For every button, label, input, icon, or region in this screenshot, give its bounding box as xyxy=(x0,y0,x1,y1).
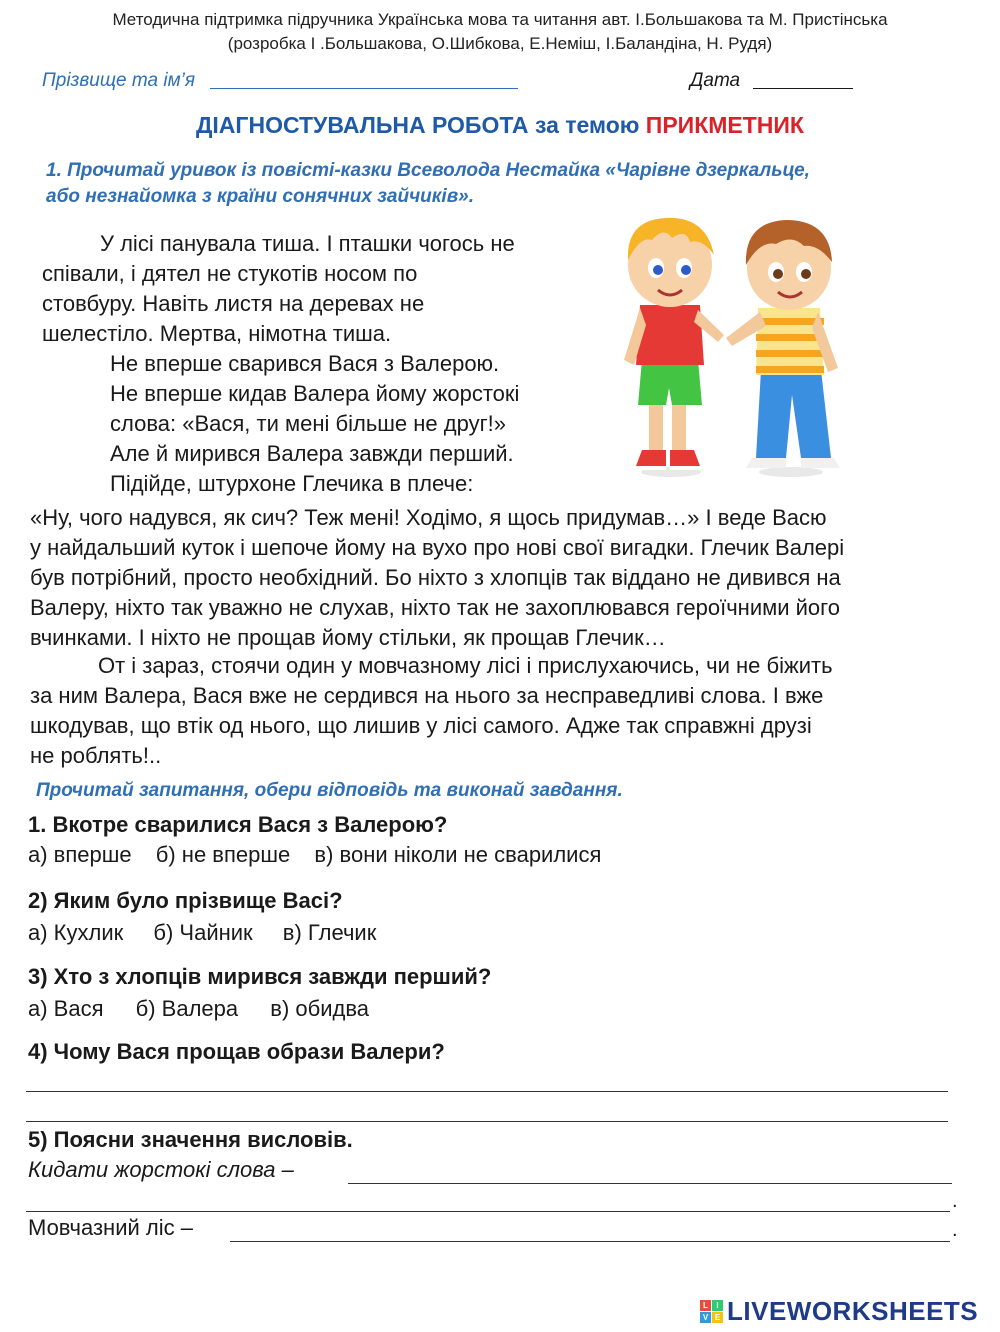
option-button[interactable]: б) Валера xyxy=(135,996,239,1021)
text-line: «Ну, чого надувся, як сич? Теж мені! Ходімо, я щось придумав…» І веде Васю xyxy=(30,505,827,530)
text-paragraph-1 xyxy=(42,229,602,349)
boy-right xyxy=(726,220,840,477)
name-blank[interactable] xyxy=(210,88,518,89)
answer-line-5b[interactable] xyxy=(26,1211,950,1212)
expression-1: Кидати жорстокі слова – xyxy=(28,1157,294,1182)
question-5: 5) Поясни значення висловів. xyxy=(28,1127,353,1152)
name-label: Прізвище та ім’я xyxy=(42,70,195,91)
text-line: Не вперше сварився Вася з Валерою. xyxy=(110,351,500,376)
question-3-options xyxy=(28,996,387,1022)
answer-line-4a[interactable] xyxy=(26,1091,948,1092)
answer-line-5a[interactable] xyxy=(348,1183,952,1184)
title-part-1: ДІАГНОСТУВАЛЬНА РОБОТА xyxy=(196,112,529,138)
text-line: не роблять!.. xyxy=(30,743,162,768)
option-button[interactable]: в) Глечик xyxy=(282,920,377,945)
question-1: 1. Вкотре сварилися Вася з Валерою? xyxy=(28,812,448,837)
option-button[interactable]: б) Чайник xyxy=(153,920,253,945)
date-row xyxy=(690,70,853,92)
answer-line-5c[interactable] xyxy=(230,1241,950,1242)
answer-line-4b[interactable] xyxy=(26,1121,948,1122)
task-1-line-2: або незнайомка з країни сонячних зайчиків». xyxy=(46,186,475,207)
text-line: був потрібний, просто необхідний. Бо ніхто з хлопців так віддано не дивився на xyxy=(30,565,841,590)
text-line: у найдальший куток і шепоче йому на вухо про нові свої вигадки. Глечик Валері xyxy=(30,535,845,560)
date-blank[interactable] xyxy=(753,88,853,89)
text-line: шелестіло. Мертва, німотна тиша. xyxy=(42,321,392,346)
option-button[interactable]: а) вперше xyxy=(28,842,132,867)
text-line: слова: «Вася, ти мені більше не друг!» xyxy=(110,411,506,436)
text-line: співали, і дятел не стукотів носом по xyxy=(42,261,418,286)
text-line: От і зараз, стоячи один у мовчазному лісі і прислухаючись, чи не біжить xyxy=(98,653,833,678)
question-4: 4) Чому Вася прощав образи Валери? xyxy=(28,1039,445,1064)
title-part-2: за темою xyxy=(534,112,640,138)
question-2-options xyxy=(28,920,394,946)
text-paragraph-3 xyxy=(30,503,980,653)
liveworksheets-logo-text: LIVEWORKSHEETS xyxy=(727,1295,979,1326)
question-2: 2) Яким було прізвище Васі? xyxy=(28,888,343,913)
answer-period-1: . xyxy=(952,1190,958,1212)
header-line-1: Методична підтримка підручника Українська мова та читання авт. І.Большакова та М. Пристінська xyxy=(112,10,888,29)
instruction: Прочитай запитання, обери відповідь та виконай завдання. xyxy=(36,780,623,801)
liveworksheets-logo xyxy=(700,1296,978,1326)
text-line: Валеру, ніхто так уважно не слухав, ніхто так не захоплювався героїчними його xyxy=(30,595,840,620)
two-boys-illustration xyxy=(606,210,856,480)
header-line-2: (розробка І .Большакова, О.Шибкова, Е.Неміш, І.Баландіна, Н. Рудя) xyxy=(227,34,773,53)
option-button[interactable]: б) не вперше xyxy=(155,842,291,867)
boy-left xyxy=(624,218,724,477)
text-line: У лісі панувала тиша. І пташки чогось не xyxy=(100,231,515,256)
option-button[interactable]: в) вони ніколи не сварилися xyxy=(314,842,602,867)
text-line: за ним Валера, Вася вже не сердився на нього за несправедливі слова. І вже xyxy=(30,683,824,708)
name-row xyxy=(42,70,518,92)
text-line: Не вперше кидав Валера йому жорстокі xyxy=(110,381,520,406)
text-line: Підійде, штурхоне Глечика в плече: xyxy=(110,471,474,496)
text-paragraph-4 xyxy=(30,651,980,771)
option-button[interactable]: а) Кухлик xyxy=(28,920,124,945)
option-button[interactable]: а) Вася xyxy=(28,996,104,1021)
text-paragraph-2 xyxy=(110,349,605,499)
text-line: Але й мирився Валера завжди перший. xyxy=(110,441,514,466)
text-line: шкодував, що втік од нього, що лишив у лісі самого. Адже так справжні друзі xyxy=(30,713,812,738)
task-1-line-1: 1. Прочитай уривок із повісті-казки Всеволода Нестайка «Чарівне дзеркальце, xyxy=(46,160,810,181)
question-1-options xyxy=(28,842,619,868)
question-3: 3) Хто з хлопців мирився завжди перший? xyxy=(28,964,492,989)
text-line: стовбуру. Навіть листя на деревах не xyxy=(42,291,425,316)
expression-2: Мовчазний ліс – xyxy=(28,1215,193,1240)
title-part-3: ПРИКМЕТНИК xyxy=(645,112,804,138)
date-label: Дата xyxy=(690,70,741,91)
text-line: вчинками. І ніхто не прощав йому стільки, як прощав Глечик… xyxy=(30,625,666,650)
answer-period-2: . xyxy=(952,1219,958,1241)
liveworksheets-logo-icon: L I V E xyxy=(700,1300,723,1323)
page-title xyxy=(0,112,1000,139)
option-button[interactable]: в) обидва xyxy=(270,996,370,1021)
